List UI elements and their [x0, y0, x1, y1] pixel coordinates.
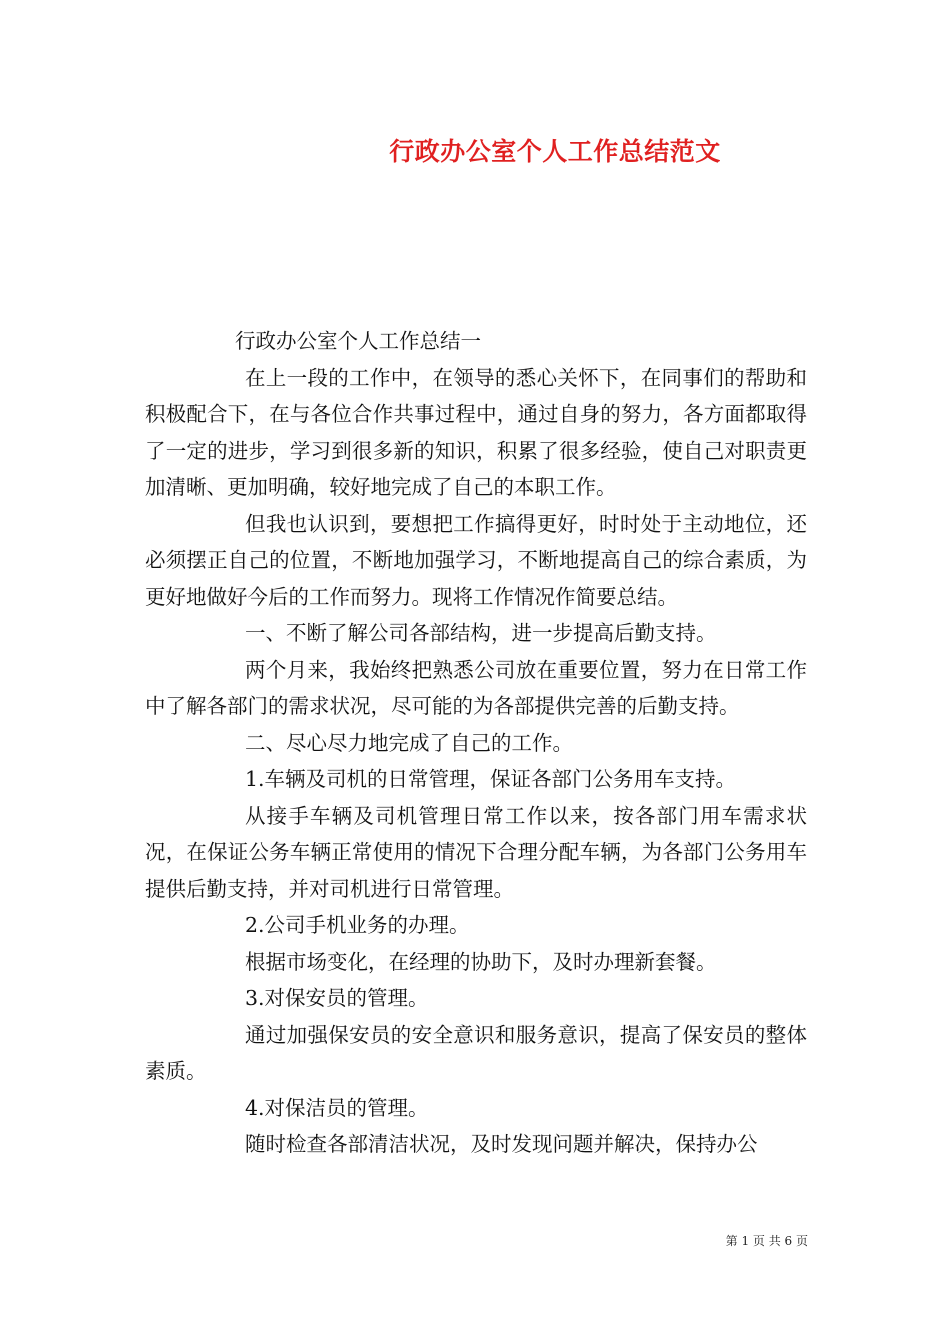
paragraph: 二、尽心尽力地完成了自己的工作。: [245, 730, 573, 755]
paragraph: 从接手车辆及司机管理日常工作以来，按各部门用车需求状况，在保证公务车辆正常使用的情况下合理分配车辆，为各部门公务用车提供后勤支持，并对司机进行日常管理。: [145, 803, 807, 901]
paragraph: 1.车辆及司机的日常管理，保证各部门公务用车支持。: [245, 767, 737, 791]
paragraph: 随时检查各部清洁状况，及时发现问题并解决，保持办公: [245, 1132, 758, 1156]
paragraph: 两个月来，我始终把熟悉公司放在重要位置，努力在日常工作中了解各部门的需求状况，尽可能的为各部提供完善的后勤支持。: [145, 657, 807, 718]
paragraph: 2.公司手机业务的办理。: [245, 913, 470, 937]
paragraph: 通过加强保安员的安全意识和服务意识，提高了保安员的整体素质。: [145, 1022, 807, 1083]
document-body: [145, 323, 807, 1163]
paragraph: 4.对保洁员的管理。: [245, 1095, 429, 1120]
paragraph: 一、不断了解公司各部结构，进一步提高后勤支持。: [245, 621, 717, 645]
section-heading: 行政办公室个人工作总结一: [235, 329, 481, 353]
paragraph: 在上一段的工作中，在领导的悉心关怀下，在同事们的帮助和积极配合下，在与各位合作共事过程中，通过自身的努力，各方面都取得了一定的进步，学习到很多新的知识，积累了很多经验，使自己对职责更加清晰、更加明确，较好地完成了自己的本职工作。: [145, 365, 807, 499]
paragraph: 但我也认识到，要想把工作搞得更好，时时处于主动地位，还必须摆正自己的位置，不断地加强学习，不断地提高自己的综合素质，为更好地做好今后的工作而努力。现将工作情况作简要总结。: [145, 511, 807, 609]
document-title: 行政办公室个人工作总结范文: [389, 137, 721, 166]
paragraph: 3.对保安员的管理。: [245, 986, 429, 1010]
paragraph: 根据市场变化，在经理的协助下，及时办理新套餐。: [245, 949, 717, 974]
page-number-footer: 第 1 页 共 6 页: [725, 1234, 808, 1248]
